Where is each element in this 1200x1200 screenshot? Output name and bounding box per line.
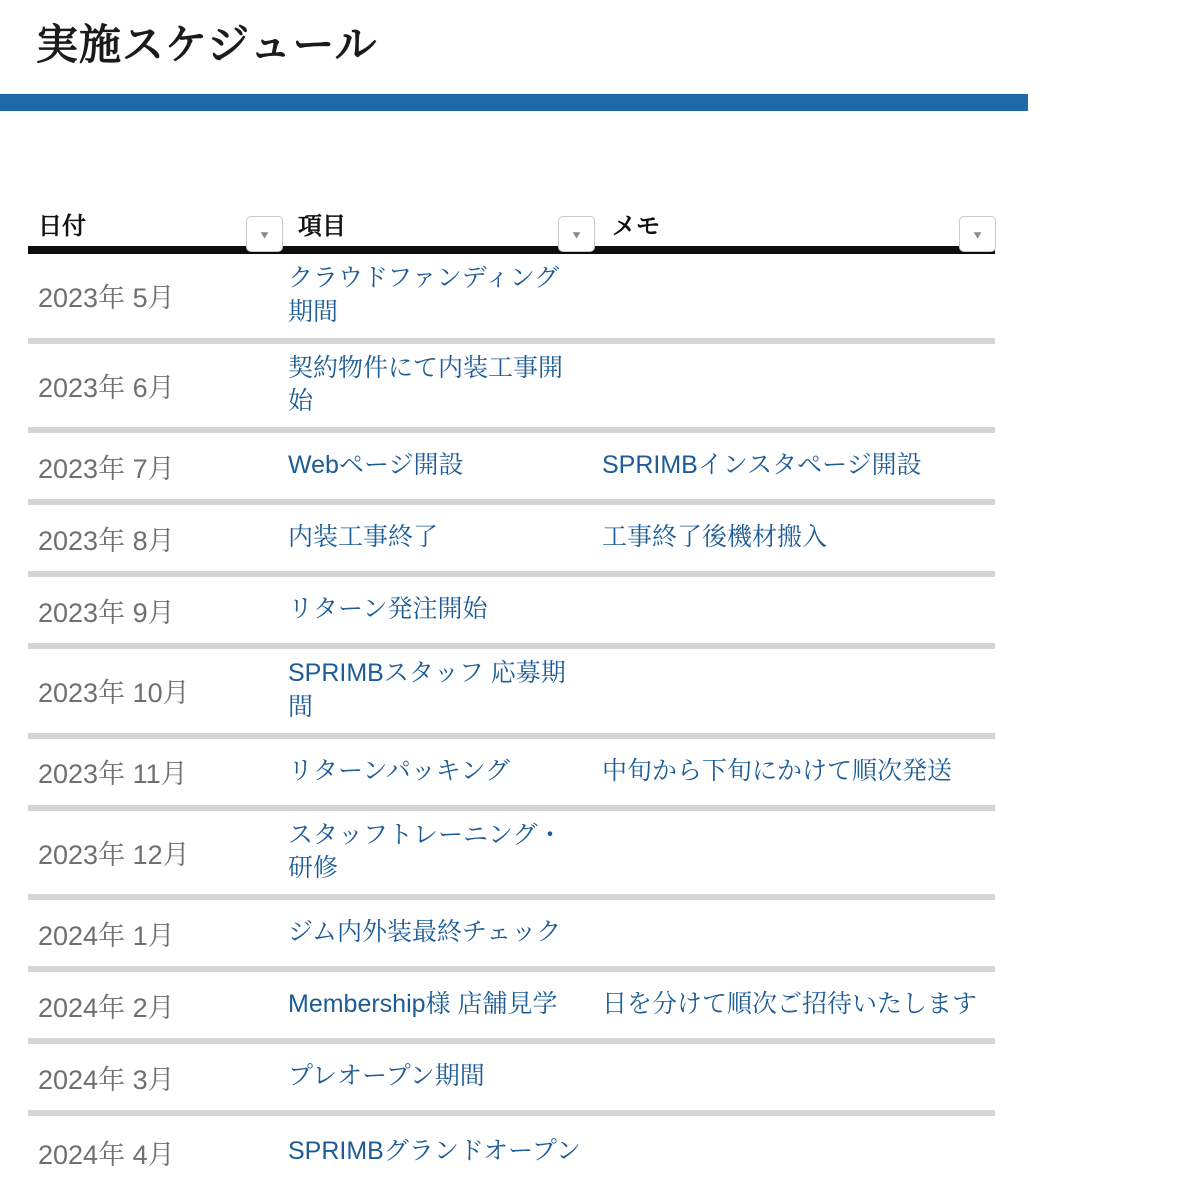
date-cell: 2023年 11月: [38, 759, 188, 789]
item-cell: リターン発注開始: [288, 595, 488, 624]
date-cell: 2024年 4月: [38, 1139, 175, 1170]
item-cell: 契約物件にて内装工事開始: [288, 353, 564, 416]
memo-cell: 中旬から下旬にかけて順次発送: [602, 756, 953, 785]
schedule-table: [28, 198, 995, 1188]
date-cell: 2024年 3月: [38, 1064, 175, 1095]
table-row: [28, 811, 995, 901]
table-row: [28, 577, 995, 649]
memo-cell: 日を分けて順次ご招待いたします: [602, 990, 978, 1019]
accent-bar: [0, 94, 1028, 111]
memo-cell: 工事終了後機材搬入: [602, 523, 828, 552]
date-cell: 2023年 12月: [38, 839, 190, 870]
date-cell: 2023年 8月: [38, 525, 175, 556]
chevron-down-icon: ▼: [258, 227, 271, 241]
page-title: 実施スケジュール: [36, 21, 378, 68]
filter-dropdown-button-memo[interactable]: [959, 216, 996, 252]
chevron-down-icon: ▼: [971, 227, 984, 241]
date-cell: 2023年 10月: [38, 678, 190, 709]
item-cell: クラウドファンディング期間: [288, 264, 560, 326]
column-header-date: 日付: [38, 213, 86, 240]
table-row: [28, 900, 995, 972]
item-cell: リターンパッキング: [288, 756, 511, 785]
table-row: [28, 649, 995, 739]
date-cell: 2023年 5月: [38, 283, 175, 314]
table-row: [28, 739, 995, 811]
item-cell: スタッフトレーニング・研修: [288, 820, 563, 883]
table-row: [28, 344, 995, 434]
item-cell: 内装工事終了: [288, 523, 439, 552]
table-body: [28, 254, 995, 1188]
item-cell: Membership様 店舗見学: [288, 990, 558, 1019]
date-cell: 2024年 1月: [38, 920, 175, 951]
table-row: [28, 1044, 995, 1116]
item-cell: SPRIMBグランドオープン: [288, 1137, 581, 1166]
table-row: [28, 505, 995, 577]
table-row: [28, 254, 995, 344]
date-cell: 2023年 9月: [38, 597, 175, 628]
filter-dropdown-button-item[interactable]: [558, 216, 595, 252]
column-header-memo: メモ: [612, 213, 660, 240]
filter-dropdown-button-date[interactable]: [246, 216, 283, 252]
item-cell: SPRIMBスタッフ 応募期間: [288, 659, 566, 721]
item-cell: プレオープン期間: [288, 1062, 485, 1091]
column-header-item: 項目: [298, 213, 346, 240]
date-cell: 2023年 6月: [38, 372, 175, 403]
table-header-row: [28, 198, 995, 254]
date-cell: 2023年 7月: [38, 453, 175, 484]
item-cell: Webページ開設: [288, 451, 464, 480]
date-cell: 2024年 2月: [38, 992, 175, 1023]
table-row: [28, 1116, 995, 1188]
table-row: [28, 433, 995, 505]
table-row: [28, 972, 995, 1044]
chevron-down-icon: ▼: [570, 227, 583, 241]
memo-cell: SPRIMBインスタページ開設: [602, 451, 922, 480]
item-cell: ジム内外装最終チェック: [288, 918, 562, 947]
